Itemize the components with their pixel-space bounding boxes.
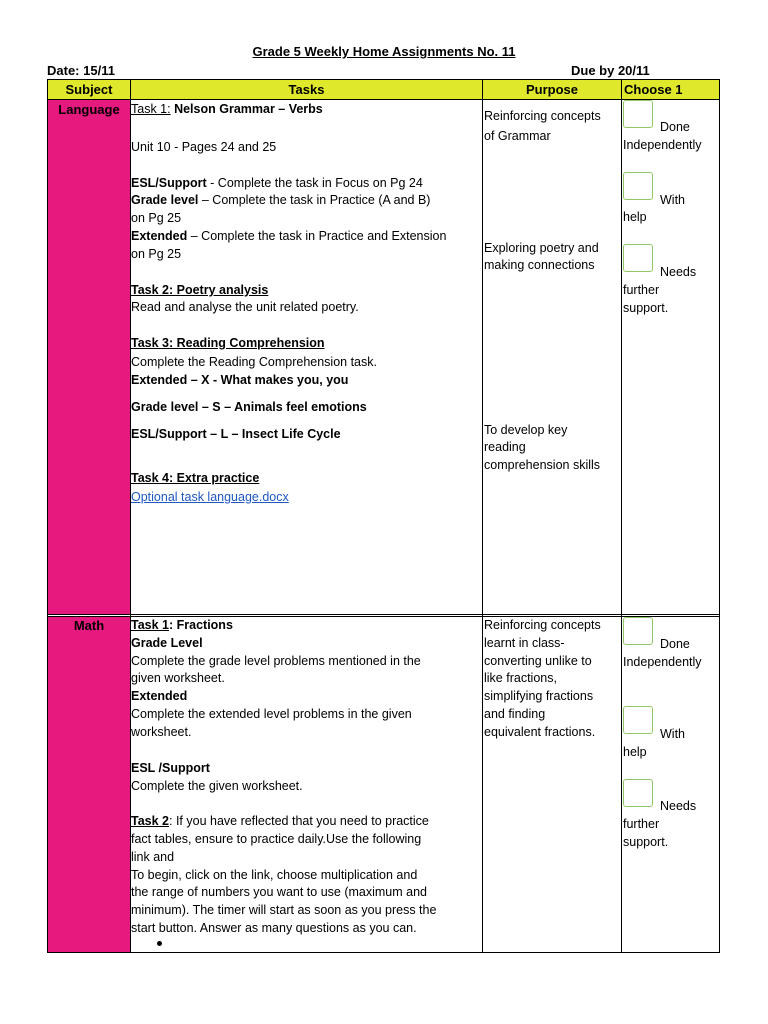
math-task-2-line-6: minimum). The timer will start as soon as you press the	[131, 903, 437, 917]
math-extended-text: Complete the extended level problems in the given	[131, 707, 412, 721]
column-header-choose: Choose 1	[622, 80, 719, 99]
column-header-purpose: Purpose	[483, 80, 621, 99]
assignment-date: Date: 15/11	[47, 63, 115, 78]
math-choice-needs-label: Needs	[660, 799, 697, 813]
math-task-2-line-2: fact tables, ensure to practice daily.Use the following	[131, 832, 422, 846]
math-choice-further-label: further	[623, 817, 660, 831]
column-divider-3	[621, 79, 622, 953]
language-needs-support-checkbox[interactable]	[623, 244, 653, 272]
table-border-right	[719, 79, 720, 953]
table-border-top	[47, 79, 720, 80]
language-task-3-extended: Extended – X - What makes you, you	[131, 373, 349, 387]
language-esl-line: ESL/Support - Complete the task in Focus on Pg 24	[131, 176, 423, 190]
math-esl-label: ESL /Support	[131, 761, 210, 775]
math-task-2-line-7: start button. Answer as many questions as you can.	[131, 921, 417, 935]
language-purpose-2: Exploring poetry and	[484, 241, 599, 255]
language-grade-line: Grade level – Complete the task in Practice (A and B)	[131, 193, 431, 207]
math-purpose-line-3: converting unlike to	[484, 654, 592, 668]
math-choice-with-label: With	[660, 727, 685, 741]
optional-task-link[interactable]: Optional task language.docx	[131, 490, 289, 504]
math-extended-label: Extended	[131, 689, 188, 703]
language-purpose-3-line-3: comprehension skills	[484, 458, 601, 472]
math-grade-level-label: Grade Level	[131, 636, 203, 650]
math-grade-level-text: Complete the grade level problems mentioned in the	[131, 654, 421, 668]
math-choice-independently-label: Independently	[623, 655, 702, 669]
language-done-independently-checkbox[interactable]	[623, 100, 653, 128]
subject-cell-language: Language	[48, 100, 130, 614]
choice-needs-label: Needs	[660, 265, 697, 279]
language-purpose-2-line-2: making connections	[484, 258, 595, 272]
subject-cell-math: Math	[48, 616, 130, 952]
math-needs-support-checkbox[interactable]	[623, 779, 653, 807]
choice-further-label: further	[623, 283, 660, 297]
math-choice-help-label: help	[623, 745, 647, 759]
math-task-2-line-4: To begin, click on the link, choose multiplication and	[131, 868, 418, 882]
row-divider-1	[47, 614, 720, 615]
choice-help-label: help	[623, 210, 647, 224]
math-task-2-line-5: the range of numbers you want to use (maximum and	[131, 885, 427, 899]
language-task-1-heading: Task 1: Nelson Grammar – Verbs	[131, 102, 323, 116]
math-task-2-line-1: Task 2: If you have reflected that you need to practice	[131, 814, 429, 828]
math-done-independently-checkbox[interactable]	[623, 617, 653, 645]
language-with-help-checkbox[interactable]	[623, 172, 653, 200]
bullet-point	[157, 941, 162, 946]
math-grade-level-text-2: given worksheet.	[131, 671, 225, 685]
column-divider-2	[482, 79, 483, 953]
choice-with-label: With	[660, 193, 685, 207]
language-task-3-text: Complete the Reading Comprehension task.	[131, 355, 377, 369]
language-task-1-unit: Unit 10 - Pages 24 and 25	[131, 140, 277, 154]
math-esl-text: Complete the given worksheet.	[131, 779, 303, 793]
language-task-4-heading: Task 4: Extra practice	[131, 471, 260, 485]
language-purpose-3: To develop key	[484, 423, 568, 437]
math-task-1-heading: Task 1: Fractions	[131, 618, 233, 632]
page-title: Grade 5 Weekly Home Assignments No. 11	[252, 44, 516, 59]
language-grade-line-2: on Pg 25	[131, 211, 182, 225]
choice-done-label: Done	[660, 120, 690, 134]
column-header-tasks: Tasks	[131, 80, 482, 99]
math-purpose-line-1: Reinforcing concepts	[484, 618, 601, 632]
math-choice-done-label: Done	[660, 637, 690, 651]
math-purpose-line-2: learnt in class-	[484, 636, 565, 650]
math-purpose-line-7: equivalent fractions.	[484, 725, 596, 739]
math-purpose-line-6: and finding	[484, 707, 546, 721]
math-with-help-checkbox[interactable]	[623, 706, 653, 734]
table-border-left	[47, 79, 48, 953]
math-task-2-line-3: link and	[131, 850, 175, 864]
column-header-subject: Subject	[48, 80, 130, 99]
choice-independently-label: Independently	[623, 138, 702, 152]
table-border-bottom	[47, 952, 720, 953]
math-extended-text-2: worksheet.	[131, 725, 192, 739]
math-purpose-line-5: simplifying fractions	[484, 689, 594, 703]
language-task-3-grade: Grade level – S – Animals feel emotions	[131, 400, 367, 414]
language-purpose-3-line-2: reading	[484, 440, 526, 454]
language-task-2-text: Read and analyse the unit related poetry.	[131, 300, 359, 314]
math-purpose-line-4: like fractions,	[484, 671, 557, 685]
choice-support-label: support.	[623, 301, 669, 315]
language-task-2-heading: Task 2: Poetry analysis	[131, 283, 269, 297]
math-choice-support-label: support.	[623, 835, 669, 849]
language-extended-line: Extended – Complete the task in Practice and Extension	[131, 229, 447, 243]
language-task-3-esl: ESL/Support – L – Insect Life Cycle	[131, 427, 341, 441]
language-purpose-1: Reinforcing concepts	[484, 109, 601, 123]
language-task-3-heading: Task 3: Reading Comprehension	[131, 336, 325, 350]
due-date: Due by 20/11	[571, 63, 650, 78]
language-extended-line-2: on Pg 25	[131, 247, 182, 261]
language-purpose-1-line-2: of Grammar	[484, 129, 551, 143]
